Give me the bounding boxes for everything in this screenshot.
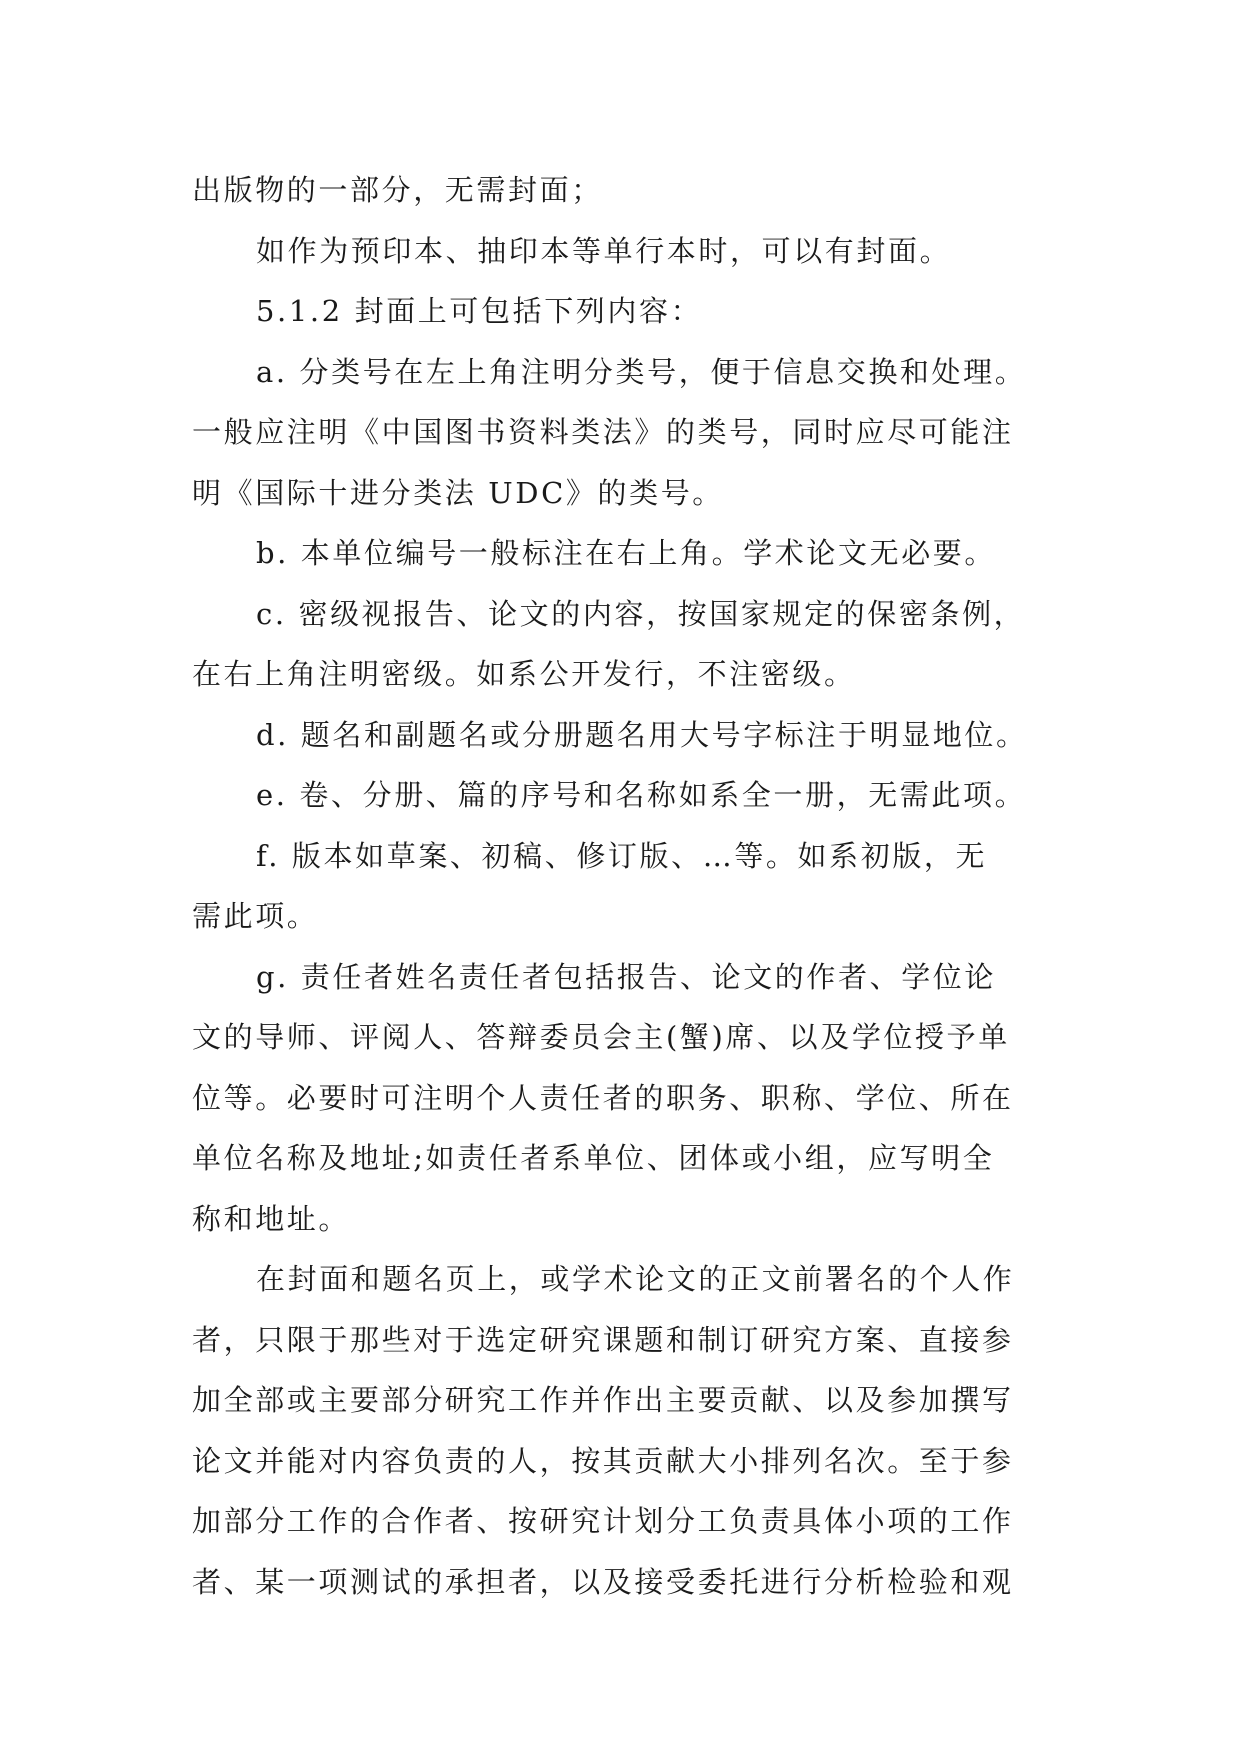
text-line: 5.1.2 封面上可包括下列内容： [256, 294, 703, 328]
text-line: 称和地址。 [192, 1201, 351, 1236]
text-line: g. 责任者姓名责任者包括报告、论文的作者、学位论 [256, 959, 997, 994]
text-line: d. 题名和副题名或分册题名用大号字标注于明显地位。 [256, 717, 1028, 752]
text-line: 单位名称及地址;如责任者系单位、团体或小组，应写明全 [192, 1141, 995, 1175]
text-line: 出版物的一部分，无需封面； [192, 173, 603, 207]
text-line: 文的导师、评阅人、答辩委员会主(蟹)席、以及学位授予单 [192, 1020, 1010, 1054]
text-line: c. 密级视报告、论文的内容，按国家规定的保密条例， [256, 596, 1026, 631]
text-line: 加部分工作的合作者、按研究计划分工负责具体小项的工作 [192, 1504, 1014, 1538]
text-line: b. 本单位编号一般标注在右上角。学术论文无必要。 [256, 536, 997, 570]
text-line: 明《国际十进分类法 UDC》的类号。 [192, 475, 724, 510]
text-line: 者，只限于那些对于选定研究课题和制订研究方案、直接参 [192, 1322, 1014, 1357]
text-line: 如作为预印本、抽印本等单行本时，可以有封面。 [256, 233, 952, 268]
text-line: 论文并能对内容负责的人，按其贡献大小排列名次。至于参 [192, 1443, 1014, 1478]
text-line: 在封面和题名页上，或学术论文的正文前署名的个人作 [256, 1262, 1015, 1296]
text-line: 需此项。 [192, 899, 319, 933]
text-line: 在右上角注明密级。如系公开发行，不注密级。 [192, 657, 856, 691]
text-line: f. 版本如草案、初稿、修订版、…等。如系初版，无 [256, 838, 988, 873]
text-line: 位等。必要时可注明个人责任者的职务、职称、学位、所在 [192, 1080, 1014, 1115]
text-line: 加全部或主要部分研究工作并作出主要贡献、以及参加撰写 [192, 1383, 1014, 1417]
body-text [192, 160, 1052, 1612]
text-line: 一般应注明《中国图书资料类法》的类号，同时应尽可能注 [192, 415, 1014, 449]
text-line: e. 卷、分册、篇的序号和名称如系全一册，无需此项。 [256, 778, 1027, 812]
text-line: 者、某一项测试的承担者，以及接受委托进行分析检验和观 [192, 1564, 1014, 1599]
text-line: a. 分类号在左上角注明分类号，便于信息交换和处理。 [256, 354, 1027, 389]
